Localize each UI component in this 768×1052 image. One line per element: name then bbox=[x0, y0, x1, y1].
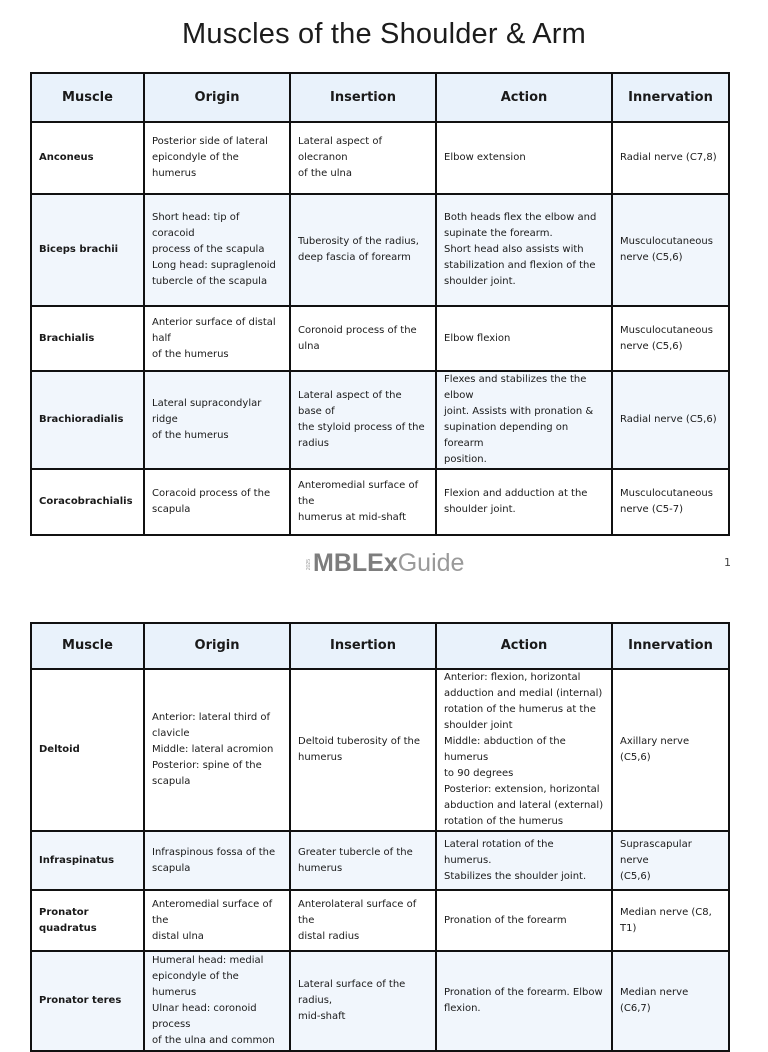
logo-text-bold: MBLEx bbox=[313, 549, 398, 577]
insertion-cell: Lateral aspect of olecranon of the ulna bbox=[290, 122, 436, 194]
muscle-table-page-2 bbox=[30, 622, 730, 1052]
muscle-cell: Coracobrachialis bbox=[31, 469, 144, 535]
muscle-cell: Anconeus bbox=[31, 122, 144, 194]
action-cell: Elbow extension bbox=[436, 122, 612, 194]
table-header-row bbox=[31, 623, 729, 669]
logo-text-light: Guide bbox=[397, 549, 465, 577]
table-row bbox=[31, 194, 729, 306]
mblexguide-logo bbox=[306, 549, 464, 578]
innervation-cell: Axillary nerve (C5,6) bbox=[612, 669, 729, 831]
action-cell: Elbow flexion bbox=[436, 306, 612, 371]
insertion-cell: Tuberosity of the radius, deep fascia of forearm bbox=[290, 194, 436, 306]
origin-cell: Coracoid process of the scapula bbox=[144, 469, 290, 535]
innervation-cell: Suprascapular nerve (C5,6) bbox=[612, 831, 729, 890]
insertion-cell: Coronoid process of the ulna bbox=[290, 306, 436, 371]
muscle-cell: Pronator teres bbox=[31, 951, 144, 1051]
muscle-cell: Brachialis bbox=[31, 306, 144, 371]
insertion-cell: Anterolateral surface of the distal radius bbox=[290, 890, 436, 951]
muscle-cell: Biceps brachii bbox=[31, 194, 144, 306]
innervation-cell: Musculocutaneous nerve (C5,6) bbox=[612, 194, 729, 306]
innervation-cell: Musculocutaneous nerve (C5,6) bbox=[612, 306, 729, 371]
insertion-cell: Greater tubercle of the humerus bbox=[290, 831, 436, 890]
insertion-cell: Lateral surface of the radius, mid-shaft bbox=[290, 951, 436, 1051]
muscle-table-page-1 bbox=[30, 72, 730, 536]
logo-year: 2025 bbox=[306, 558, 312, 570]
table-row bbox=[31, 831, 729, 890]
page-title: Muscles of the Shoulder & Arm bbox=[182, 18, 586, 50]
action-cell: Both heads flex the elbow and supinate the forearm. Short head also assists with stabilization and flexion of the shoulder joint. bbox=[436, 194, 612, 306]
column-header-action: Action bbox=[436, 623, 612, 669]
table-row bbox=[31, 669, 729, 831]
action-cell: Flexion and adduction at the shoulder joint. bbox=[436, 469, 612, 535]
column-header-insertion: Insertion bbox=[290, 73, 436, 122]
table-row bbox=[31, 469, 729, 535]
action-cell: Pronation of the forearm. Elbow flexion. bbox=[436, 951, 612, 1051]
innervation-cell: Median nerve (C8, T1) bbox=[612, 890, 729, 951]
origin-cell: Anteromedial surface of the distal ulna bbox=[144, 890, 290, 951]
column-header-innervation: Innervation bbox=[612, 73, 729, 122]
action-cell: Flexes and stabilizes the the elbow joint. Assists with pronation & supination depending on forearm position. bbox=[436, 371, 612, 469]
column-header-innervation: Innervation bbox=[612, 623, 729, 669]
column-header-insertion: Insertion bbox=[290, 623, 436, 669]
insertion-cell: Deltoid tuberosity of the humerus bbox=[290, 669, 436, 831]
table-row bbox=[31, 306, 729, 371]
innervation-cell: Radial nerve (C5,6) bbox=[612, 371, 729, 469]
muscle-cell: Pronator quadratus bbox=[31, 890, 144, 951]
insertion-cell: Lateral aspect of the base of the styloid process of the radius bbox=[290, 371, 436, 469]
origin-cell: Lateral supracondylar ridge of the humerus bbox=[144, 371, 290, 469]
muscle-cell: Deltoid bbox=[31, 669, 144, 831]
table-row bbox=[31, 371, 729, 469]
action-cell: Anterior: flexion, horizontal adduction and medial (internal) rotation of the humerus at the shoulder joint Middle: abduction of the humerus to 90 degrees Posterior: extension, horizontal abduction and lateral (external) rotation of the humerus bbox=[436, 669, 612, 831]
table-row bbox=[31, 951, 729, 1051]
column-header-origin: Origin bbox=[144, 623, 290, 669]
table-row bbox=[31, 122, 729, 194]
origin-cell: Humeral head: medial epicondyle of the humerus Ulnar head: coronoid process of the ulna and common bbox=[144, 951, 290, 1051]
origin-cell: Posterior side of lateral epicondyle of the humerus bbox=[144, 122, 290, 194]
origin-cell: Infraspinous fossa of the scapula bbox=[144, 831, 290, 890]
column-header-muscle: Muscle bbox=[31, 623, 144, 669]
table-header-row bbox=[31, 73, 729, 122]
column-header-muscle: Muscle bbox=[31, 73, 144, 122]
muscle-cell: Infraspinatus bbox=[31, 831, 144, 890]
origin-cell: Short head: tip of coracoid process of the scapula Long head: supraglenoid tubercle of the scapula bbox=[144, 194, 290, 306]
page-number: 1 bbox=[724, 556, 731, 569]
table-row bbox=[31, 890, 729, 951]
origin-cell: Anterior surface of distal half of the humerus bbox=[144, 306, 290, 371]
innervation-cell: Musculocutaneous nerve (C5-7) bbox=[612, 469, 729, 535]
action-cell: Lateral rotation of the humerus. Stabilizes the shoulder joint. bbox=[436, 831, 612, 890]
origin-cell: Anterior: lateral third of clavicle Middle: lateral acromion Posterior: spine of the scapula bbox=[144, 669, 290, 831]
column-header-action: Action bbox=[436, 73, 612, 122]
muscle-cell: Brachioradialis bbox=[31, 371, 144, 469]
action-cell: Pronation of the forearm bbox=[436, 890, 612, 951]
insertion-cell: Anteromedial surface of the humerus at mid-shaft bbox=[290, 469, 436, 535]
column-header-origin: Origin bbox=[144, 73, 290, 122]
innervation-cell: Median nerve (C6,7) bbox=[612, 951, 729, 1051]
innervation-cell: Radial nerve (C7,8) bbox=[612, 122, 729, 194]
